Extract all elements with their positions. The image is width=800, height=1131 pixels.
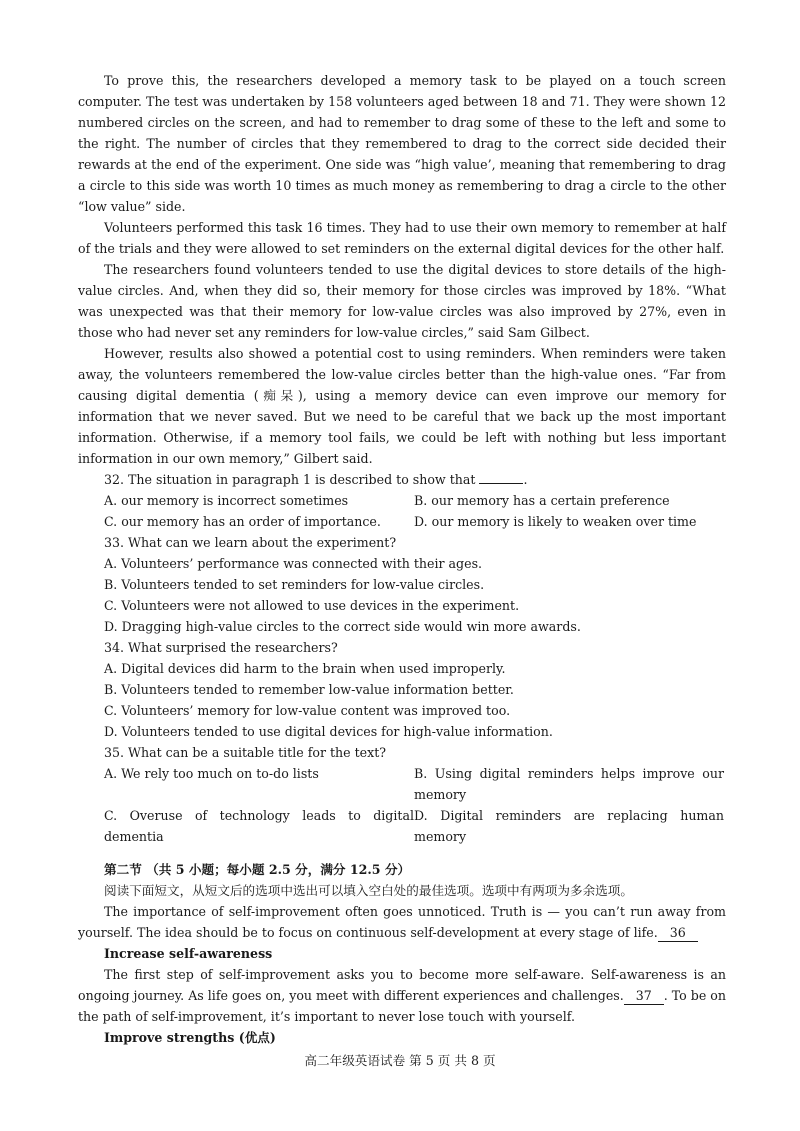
option-d: D. Digital reminders are replacing human memory xyxy=(414,808,724,844)
option-c: C. our memory has an order of importance. xyxy=(104,514,381,529)
question-33-stem: 33. What can we learn about the experiment? xyxy=(104,535,397,550)
passage-paragraph-2: Volunteers performed this task 16 times. They had to use their own memory to remember at half of the trials and they were allowed to set reminders on the external digital devices for the other half. xyxy=(78,220,726,256)
option-a: A. Digital devices did harm to the brain when used improperly. xyxy=(104,661,506,676)
question-35 xyxy=(78,742,726,847)
option-b: B. Volunteers tended to remember low-value information better. xyxy=(104,682,514,697)
section-title: 第二节 （共 5 小题；每小题 2.5 分，满分 12.5 分） xyxy=(104,862,411,877)
option-c: C. Volunteers’ memory for low-value content was improved too. xyxy=(104,703,511,718)
option-d: D. our memory is likely to weaken over time xyxy=(414,514,697,529)
answer-blank-37: 37 xyxy=(624,988,664,1005)
option-a: A. We rely too much on to-do lists xyxy=(104,766,319,781)
cloze-paragraph-2: The first step of self-improvement asks you to become more self-aware. Self-awareness is an ongoing journey. As life goes on, you meet with different experiences and challenges. 37 . To be on the path of self-improvement, it’s important to never lose touch with yourself. xyxy=(78,967,726,1024)
question-35-stem: 35. What can be a suitable title for the text? xyxy=(104,745,387,760)
option-d: D. Volunteers tended to use digital devices for high-value information. xyxy=(104,724,553,739)
option-c: C. Overuse of technology leads to digital dementia xyxy=(104,808,414,844)
passage-paragraph-4: However, results also showed a potential cost to using reminders. When reminders were taken away, the volunteers remembered the low-value circles better than the high-value ones. “Far from causing digital dementia (痴呆), using a memory device can even improve our memory for information that we never saved. But we need to be careful that we back up the most important information. Otherwise, if a memory tool fails, we could be left with nothing but less important information in our own memory,” Gilbert said. xyxy=(78,346,726,466)
option-b: B. Using digital reminders helps improve our memory xyxy=(414,766,724,802)
section-heading: Increase self-awareness xyxy=(104,946,273,961)
option-b: B. Volunteers tended to set reminders for low-value circles. xyxy=(104,577,485,592)
question-32-options-row-2 xyxy=(78,511,726,532)
section-instruction: 阅读下面短文，从短文后的选项中选出可以填入空白处的最佳选项。选项中有两项为多余选项。 xyxy=(104,883,633,898)
option-a: A. Volunteers’ performance was connected with their ages. xyxy=(104,556,483,571)
section-heading: Improve strengths (优点) xyxy=(104,1030,276,1045)
option-a: A. our memory is incorrect sometimes xyxy=(104,493,349,508)
question-34-stem: 34. What surprised the researchers? xyxy=(104,640,338,655)
passage-paragraph-1: To prove this, the researchers developed a memory task to be played on a touch screen computer. The test was undertaken by 158 volunteers aged between 18 and 71. They were shown 12 numbered circles on the screen, and had to remember to drag some of these to the left and some to the right. The number of circles that they remembered to drag to the correct side decided their rewards at the end of the experiment. One side was “high value’, meaning that remembering to drag a circle to this side was worth 10 times as much money as remembering to drag a circle to the other “low value” side. xyxy=(78,73,726,214)
question-32 xyxy=(78,469,726,532)
passage-paragraph-3: The researchers found volunteers tended to use the digital devices to store details of the high-value circles. And, when they did so, their memory for those circles was improved by 18%. “What was unexpected was that their memory for low-value circles was also improved by 27%, even in those who had never set any reminders for low-value circles,” said Sam Gilbect. xyxy=(78,262,726,340)
option-c: C. Volunteers were not allowed to use devices in the experiment. xyxy=(104,598,520,613)
page-content xyxy=(78,70,726,1048)
answer-blank-36: 36 xyxy=(658,925,698,942)
cloze-paragraph-1: The importance of self-improvement often goes unnoticed. Truth is — you can’t run away from yourself. The idea should be to focus on continuous self-development at every stage of life. 36 xyxy=(78,904,726,940)
page-footer: 高二年级英语试卷 第 5 页 共 8 页 xyxy=(304,1053,496,1068)
question-32-stem: 32. The situation in paragraph 1 is described to show that . xyxy=(104,472,528,487)
question-32-options-row-1 xyxy=(78,490,726,511)
answer-blank xyxy=(479,483,523,484)
question-35-options-row-2 xyxy=(78,805,726,847)
option-d: D. Dragging high-value circles to the correct side would win more awards. xyxy=(104,619,581,634)
question-33 xyxy=(78,532,726,637)
question-35-options-row-1 xyxy=(78,763,726,805)
option-b: B. our memory has a certain preference xyxy=(414,493,670,508)
question-34 xyxy=(78,637,726,742)
